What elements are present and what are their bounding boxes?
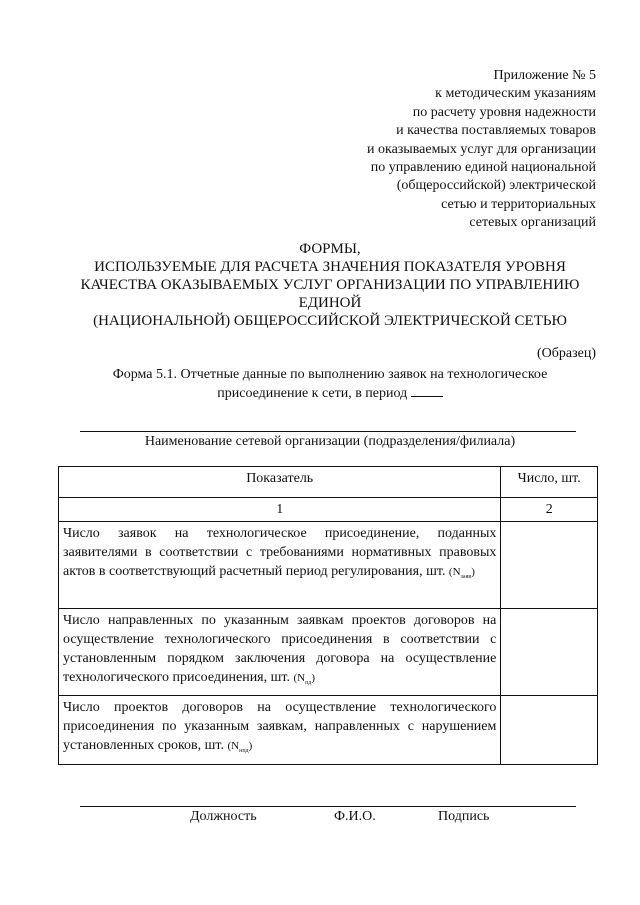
table-row <box>59 522 598 609</box>
table-row <box>59 696 598 765</box>
column-number-2: 2 <box>501 498 598 522</box>
signature-line[interactable] <box>80 806 576 807</box>
indicators-table <box>58 466 598 765</box>
indicator-cell <box>59 609 501 696</box>
appendix-line: по управлению единой национальной <box>370 160 596 176</box>
fio-label: Ф.И.О. <box>334 809 376 824</box>
indicator-text: Число проектов договоров на осуществление технологического присоединения по указанным заявкам, направленных с нарушением установленных сроков, шт. <box>63 700 497 754</box>
header-indicator: Показатель <box>59 467 501 498</box>
indicator-cell <box>59 696 501 765</box>
indicator-symbol: $(N_{нпд})$ <box>227 740 253 755</box>
table-row <box>59 609 598 696</box>
appendix-line: к методическим указаниям <box>435 86 596 102</box>
document-title <box>60 240 600 330</box>
org-name-caption: Наименование сетевой организации (подразделения/филиала) <box>144 434 516 449</box>
title-line: КАЧЕСТВА ОКАЗЫВАЕМЫХ УСЛУГ ОРГАНИЗАЦИИ ПО УПРАВЛЕНИЮ <box>80 277 580 293</box>
title-line: (НАЦИОНАЛЬНОЙ) ОБЩЕРОССИЙСКОЙ ЭЛЕКТРИЧЕСКОЙ СЕТЬЮ <box>93 313 567 329</box>
count-cell[interactable] <box>501 522 598 609</box>
indicator-text: Число заявок на технологическое присоединение, поданных заявителями в соответствии с требованиями нормативных правовых актов в соответствующий расчетный период регулирования, шт. <box>63 526 497 579</box>
appendix-line: Приложение № 5 <box>493 68 596 83</box>
header-count: Число, шт. <box>501 467 598 498</box>
indicator-symbol: $(N_{заяв})$ <box>448 566 475 581</box>
title-line: ИСПОЛЬЗУЕМЫЕ ДЛЯ РАСЧЕТА ЗНАЧЕНИЯ ПОКАЗАТЕЛЯ УРОВНЯ <box>94 259 566 275</box>
form-caption-line2-text: присоединение к сети, в период <box>217 386 408 401</box>
appendix-line: сетью и территориальных <box>441 196 596 212</box>
indicator-cell <box>59 522 501 609</box>
period-blank-field[interactable] <box>411 384 443 397</box>
form-caption-line2 <box>60 384 600 403</box>
org-name-line[interactable] <box>80 431 576 432</box>
sample-label: (Образец) <box>536 346 596 361</box>
appendix-header <box>367 67 596 233</box>
appendix-line: сетевых организаций <box>469 215 596 231</box>
indicator-text: Число направленных по указанным заявкам проектов договоров на осуществление технологического присоединения в соответствии с установленным порядком заключения договора на осуществление технологического присоединения, шт. <box>63 613 497 685</box>
title-line: ФОРМЫ, <box>299 241 361 257</box>
signature-label: Подпись <box>438 809 490 824</box>
title-line: ЕДИНОЙ <box>298 295 362 311</box>
appendix-line: и оказываемых услуг для организации <box>366 141 596 157</box>
indicator-symbol: $(N_{пд})$ <box>293 672 316 687</box>
appendix-line: и качества поставляемых товаров <box>396 123 596 139</box>
table-number-row <box>59 498 598 522</box>
count-cell[interactable] <box>501 696 598 765</box>
count-cell[interactable] <box>501 609 598 696</box>
form-caption <box>60 366 600 403</box>
form-caption-line1: Форма 5.1. Отчетные данные по выполнению заявок на технологическое <box>112 367 548 382</box>
table-header-row <box>59 467 598 498</box>
column-number-1: 1 <box>59 498 501 522</box>
appendix-line: по расчету уровня надежности <box>412 104 596 120</box>
position-label: Должность <box>190 809 257 824</box>
appendix-line: (общероссийской) электрической <box>396 178 596 194</box>
